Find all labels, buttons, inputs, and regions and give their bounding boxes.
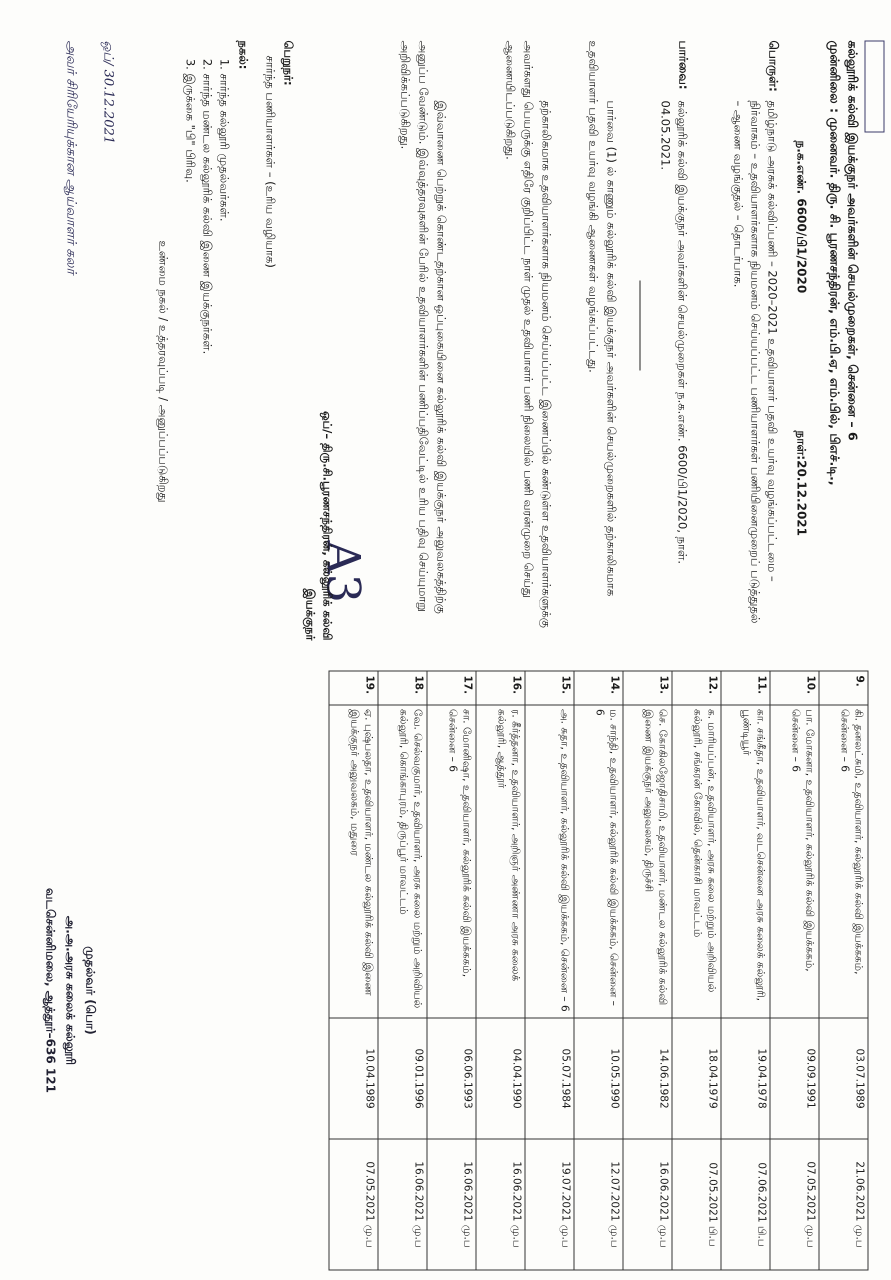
copy-list bbox=[182, 56, 233, 355]
seal-line-1: முதல்வர் (பொ) bbox=[83, 946, 98, 1035]
date-of-birth-cell: 05.07.1984 bbox=[525, 1018, 574, 1139]
letter-date: நாள்:20.12.2021 bbox=[794, 430, 809, 537]
table-row bbox=[721, 671, 770, 1270]
serial-number-cell: 16. bbox=[476, 671, 525, 705]
serial-number-cell: 18. bbox=[378, 671, 427, 705]
regularisation-date-cell: 16.06.2021 மு.ப bbox=[623, 1139, 672, 1270]
copy-item: 3. இருக்கை "பி" பிரிவு. bbox=[182, 74, 199, 355]
date-of-birth-cell: 04.04.1990 bbox=[476, 1018, 525, 1139]
table-row bbox=[476, 671, 525, 1270]
date-of-birth-cell: 10.04.1989 bbox=[329, 1018, 378, 1139]
employee-details-cell: சா. மோனிஷா, உதவியாளர், கல்லூரிக் கல்வி இயக்ககம், சென்னை – 6 bbox=[427, 705, 476, 1019]
serial-number-cell: 10. bbox=[770, 671, 819, 705]
date-of-birth-cell: 06.06.1993 bbox=[427, 1018, 476, 1139]
serial-number-cell: 11. bbox=[721, 671, 770, 705]
employee-details-cell: க. மாரியப்பன், உதவியாளர், அரசு கலை மற்றும் அறிவியல் கல்லூரி, சங்கரன் கோவில், தென்காசி மாவட்டம் bbox=[672, 705, 721, 1019]
serial-number-cell: 14. bbox=[574, 671, 623, 705]
employee-details-cell: வே. செல்வகுமார், உதவியாளர், அரசு கலை மற்றும் அறிவியல் கல்லூரி, கொங்காபுரம், திருப்பூர் மாவட்டம் bbox=[378, 705, 427, 1019]
header-line-1: கல்லூரிக் கல்வி இயக்குநர் அவர்களின் செயல்முறைகள், சென்னை – 6 bbox=[845, 40, 861, 441]
paragraph-1: பார்வை (1) ல் காணும் கல்லூரிக் கல்வி இயக்குநர் அவர்களின் செயல்முறைகளில் தற்காலிகமாக உதவியாளர் பதவி உயர்வு வழங்கி ஆணைகள் வழங்கப்பட்டது. bbox=[586, 40, 619, 597]
reference-label: பார்வை: bbox=[676, 40, 691, 90]
subject-label: பொருள்: bbox=[766, 40, 781, 92]
regularisation-date-cell: 16.06.2021 மு.ப bbox=[427, 1139, 476, 1270]
reference-number: ந.க.எண். 6600/பி1/2020 bbox=[794, 140, 809, 294]
serial-number-cell: 12. bbox=[672, 671, 721, 705]
serial-number-cell: 15. bbox=[525, 671, 574, 705]
copy-item: 2. சார்ந்த மண்டல கல்லூரிக் கல்வி இணை இயக்குநர்கள். bbox=[199, 74, 216, 355]
employee-details-cell: ர. கீர்த்தனா, உதவியாளர், அறிஞர் அண்ணா அரசு கலைக் கல்லூரி, ஆத்தூர் bbox=[476, 705, 525, 1019]
marginal-mark: A3 bbox=[316, 540, 371, 603]
date-of-birth-cell: 18.04.1979 bbox=[672, 1018, 721, 1139]
annexure-table bbox=[329, 671, 869, 1271]
employee-details-cell: கா. சங்கீதா, உதவியாளர், வடசென்னை அரசு கலைக் கல்லூரி, பூண்டியூர் bbox=[721, 705, 770, 1019]
received-stamp bbox=[865, 41, 885, 133]
table-row bbox=[819, 671, 868, 1270]
employee-details-cell: ம. சாந்தி, உதவியாளர், கல்லூரிக் கல்வி இயக்ககம், சென்னை – 6 bbox=[574, 705, 623, 1019]
regularisation-date-cell: 21.06.2021 மு.ப bbox=[819, 1139, 868, 1270]
reference-text: கல்லூரிக் கல்வி இயக்குநர் அவர்களின் செயல்முறைகள் ந.க.எண். 6600/பி1/2020, நாள். 04.05.2021. bbox=[658, 100, 690, 565]
regularisation-date-cell: 07.05.2021 மு.ப bbox=[770, 1139, 819, 1270]
regularisation-date-cell: 07.05.2021 மு.ப bbox=[329, 1139, 378, 1270]
rotated-document bbox=[0, 1, 891, 1280]
divider-rule bbox=[640, 281, 641, 371]
header-line-2: முன்னிலை : முனைவர். திரு. சி. பூரணசந்திரன், எம்.பி.ஏ, எம்.பில், பிஎச்.டி., bbox=[827, 40, 843, 486]
serial-number-cell: 17. bbox=[427, 671, 476, 705]
serial-number-cell: 19. bbox=[329, 671, 378, 705]
employee-details-cell: ஏ. புஷ்பலதா, உதவியாளர், மண்டல கல்லூரிக் கல்வி இணை இயக்குநர் அலுவலகம், மதுரை bbox=[329, 705, 378, 1019]
forward-note: உண்மை நகல் / உத்தரவுப்படி / அனுப்பப்படுகிறது bbox=[156, 240, 171, 503]
serial-number-cell: 13. bbox=[623, 671, 672, 705]
regularisation-date-cell: 12.07.2021 மு.ப bbox=[574, 1139, 623, 1270]
table-row bbox=[672, 671, 721, 1270]
date-of-birth-cell: 09.09.1991 bbox=[770, 1018, 819, 1139]
recipient-line: சார்ந்த பணியாளர்கள் – (உரிய வழியாக) bbox=[263, 55, 278, 268]
subject-text: தமிழ்நாடு அரசுக் கல்விப்பணி – 2020–2021 உதவியாளர் பதவி உயர்வு வழங்கப்பட்டமை – நிர்வாகம் – உதவியாளர்களாக நியமனம் செய்யப்பட்ட பணியாளர்கள் பணியினைமுறைப் படுத்துதல் – ஆணை வழங்குதல் – தொடர்பாக. bbox=[731, 100, 780, 624]
proceedings-letter bbox=[0, 1, 891, 651]
table-row bbox=[329, 671, 378, 1270]
table-row bbox=[623, 671, 672, 1270]
date-of-birth-cell: 14.06.1982 bbox=[623, 1018, 672, 1139]
recipient-label: பெறுநர்: bbox=[281, 40, 296, 86]
seal-line-3: வடசென்னிமலை, ஆத்தூர்–636 121 bbox=[43, 888, 58, 1093]
principal-seal bbox=[41, 751, 101, 1231]
employee-details-cell: பா. மோகனா, உதவியாளர், கல்லூரிக் கல்வி இயக்ககம், சென்னை – 6 bbox=[770, 705, 819, 1019]
regularisation-date-cell: 07.06.2021 பி.ப bbox=[721, 1139, 770, 1270]
paragraph-2: தற்காலிகமாக உதவியாளர்களாக நியமனம் செய்யப்பட்ட இணைப்பில் கண்டுள்ள உதவியாளர்களுக்கு அவர்களது பெயருக்கு எதிரே குறிப்பிட்ட நாள் முதல் உதவியாளர் பணி நிலையில் பணி வரன்முறை செய்து ஆணையிடப்படுகிறது. bbox=[503, 40, 554, 628]
table-row bbox=[427, 671, 476, 1270]
regularisation-date-cell: 07.05.2021 பி.ப bbox=[672, 1139, 721, 1270]
date-of-birth-cell: 19.04.1978 bbox=[721, 1018, 770, 1139]
regularisation-date-cell: 19.07.2021 மு.ப bbox=[525, 1139, 574, 1270]
table-row bbox=[770, 671, 819, 1270]
handwritten-note-1: ஒப்/ 30.12.2021 bbox=[100, 40, 116, 145]
annexure-table-page bbox=[0, 661, 891, 1280]
regularisation-date-cell: 16.06.2021 மு.ப bbox=[378, 1139, 427, 1270]
date-of-birth-cell: 09.01.1996 bbox=[378, 1018, 427, 1139]
copy-label: நகல்: bbox=[236, 40, 251, 70]
date-of-birth-cell: 10.05.1990 bbox=[574, 1018, 623, 1139]
table-row bbox=[574, 671, 623, 1270]
employee-details-cell: அ. சுதா, உதவியாளர், கல்லூரிக் கல்வி இயக்ககம், சென்னை – 6 bbox=[525, 705, 574, 1019]
copy-item: 1. சார்ந்த கல்லூரி முதல்வர்கள். bbox=[216, 74, 233, 355]
table-row bbox=[525, 671, 574, 1270]
regularisation-date-cell: 16.06.2021 மு.ப bbox=[476, 1139, 525, 1270]
seal-line-2: அ.அ.அரசு கலைக் கல்லூரி bbox=[63, 915, 78, 1066]
date-of-birth-cell: 03.07.1989 bbox=[819, 1018, 868, 1139]
director-signature-block: ஒப்/– திரு.சி.பூரணசந்திரன், கல்லூரிக் கல்வி இயக்குநர் bbox=[303, 410, 335, 641]
paragraph-3: இவ்வாணை பெற்றுக் கொண்டதற்கான ஒப்புகையினை கல்லூரிக் கல்வி இயக்குநர் அலுவலகத்திற்கு அனுப்ப வேண்டும். இவ்வுத்தரவுகளின் பேரில் உதவியாளர்களின் பணிப்பதிவேட்டில் உரிய பதிவு செய்யுமாறு அறிவிக்கப்படுகிறது. bbox=[398, 40, 449, 614]
serial-number-cell: 9. bbox=[819, 671, 868, 705]
table-row bbox=[378, 671, 427, 1270]
handwritten-note-2: அவர் சிரியேரியுக்கான ஆய்வாளர் கலர் bbox=[63, 40, 79, 275]
employee-details-cell: செ. கோகிலஜோதிசாமி, உதவியாளர், மண்டல கல்லூரிக் கல்வி இணை இயக்குநர் அலுவலகம், திருச்சி bbox=[623, 705, 672, 1019]
employee-details-cell: கி. தனலட்சுமி, உதவியாளர், கல்லூரிக் கல்வி இயக்ககம், சென்னை – 6 bbox=[819, 705, 868, 1019]
